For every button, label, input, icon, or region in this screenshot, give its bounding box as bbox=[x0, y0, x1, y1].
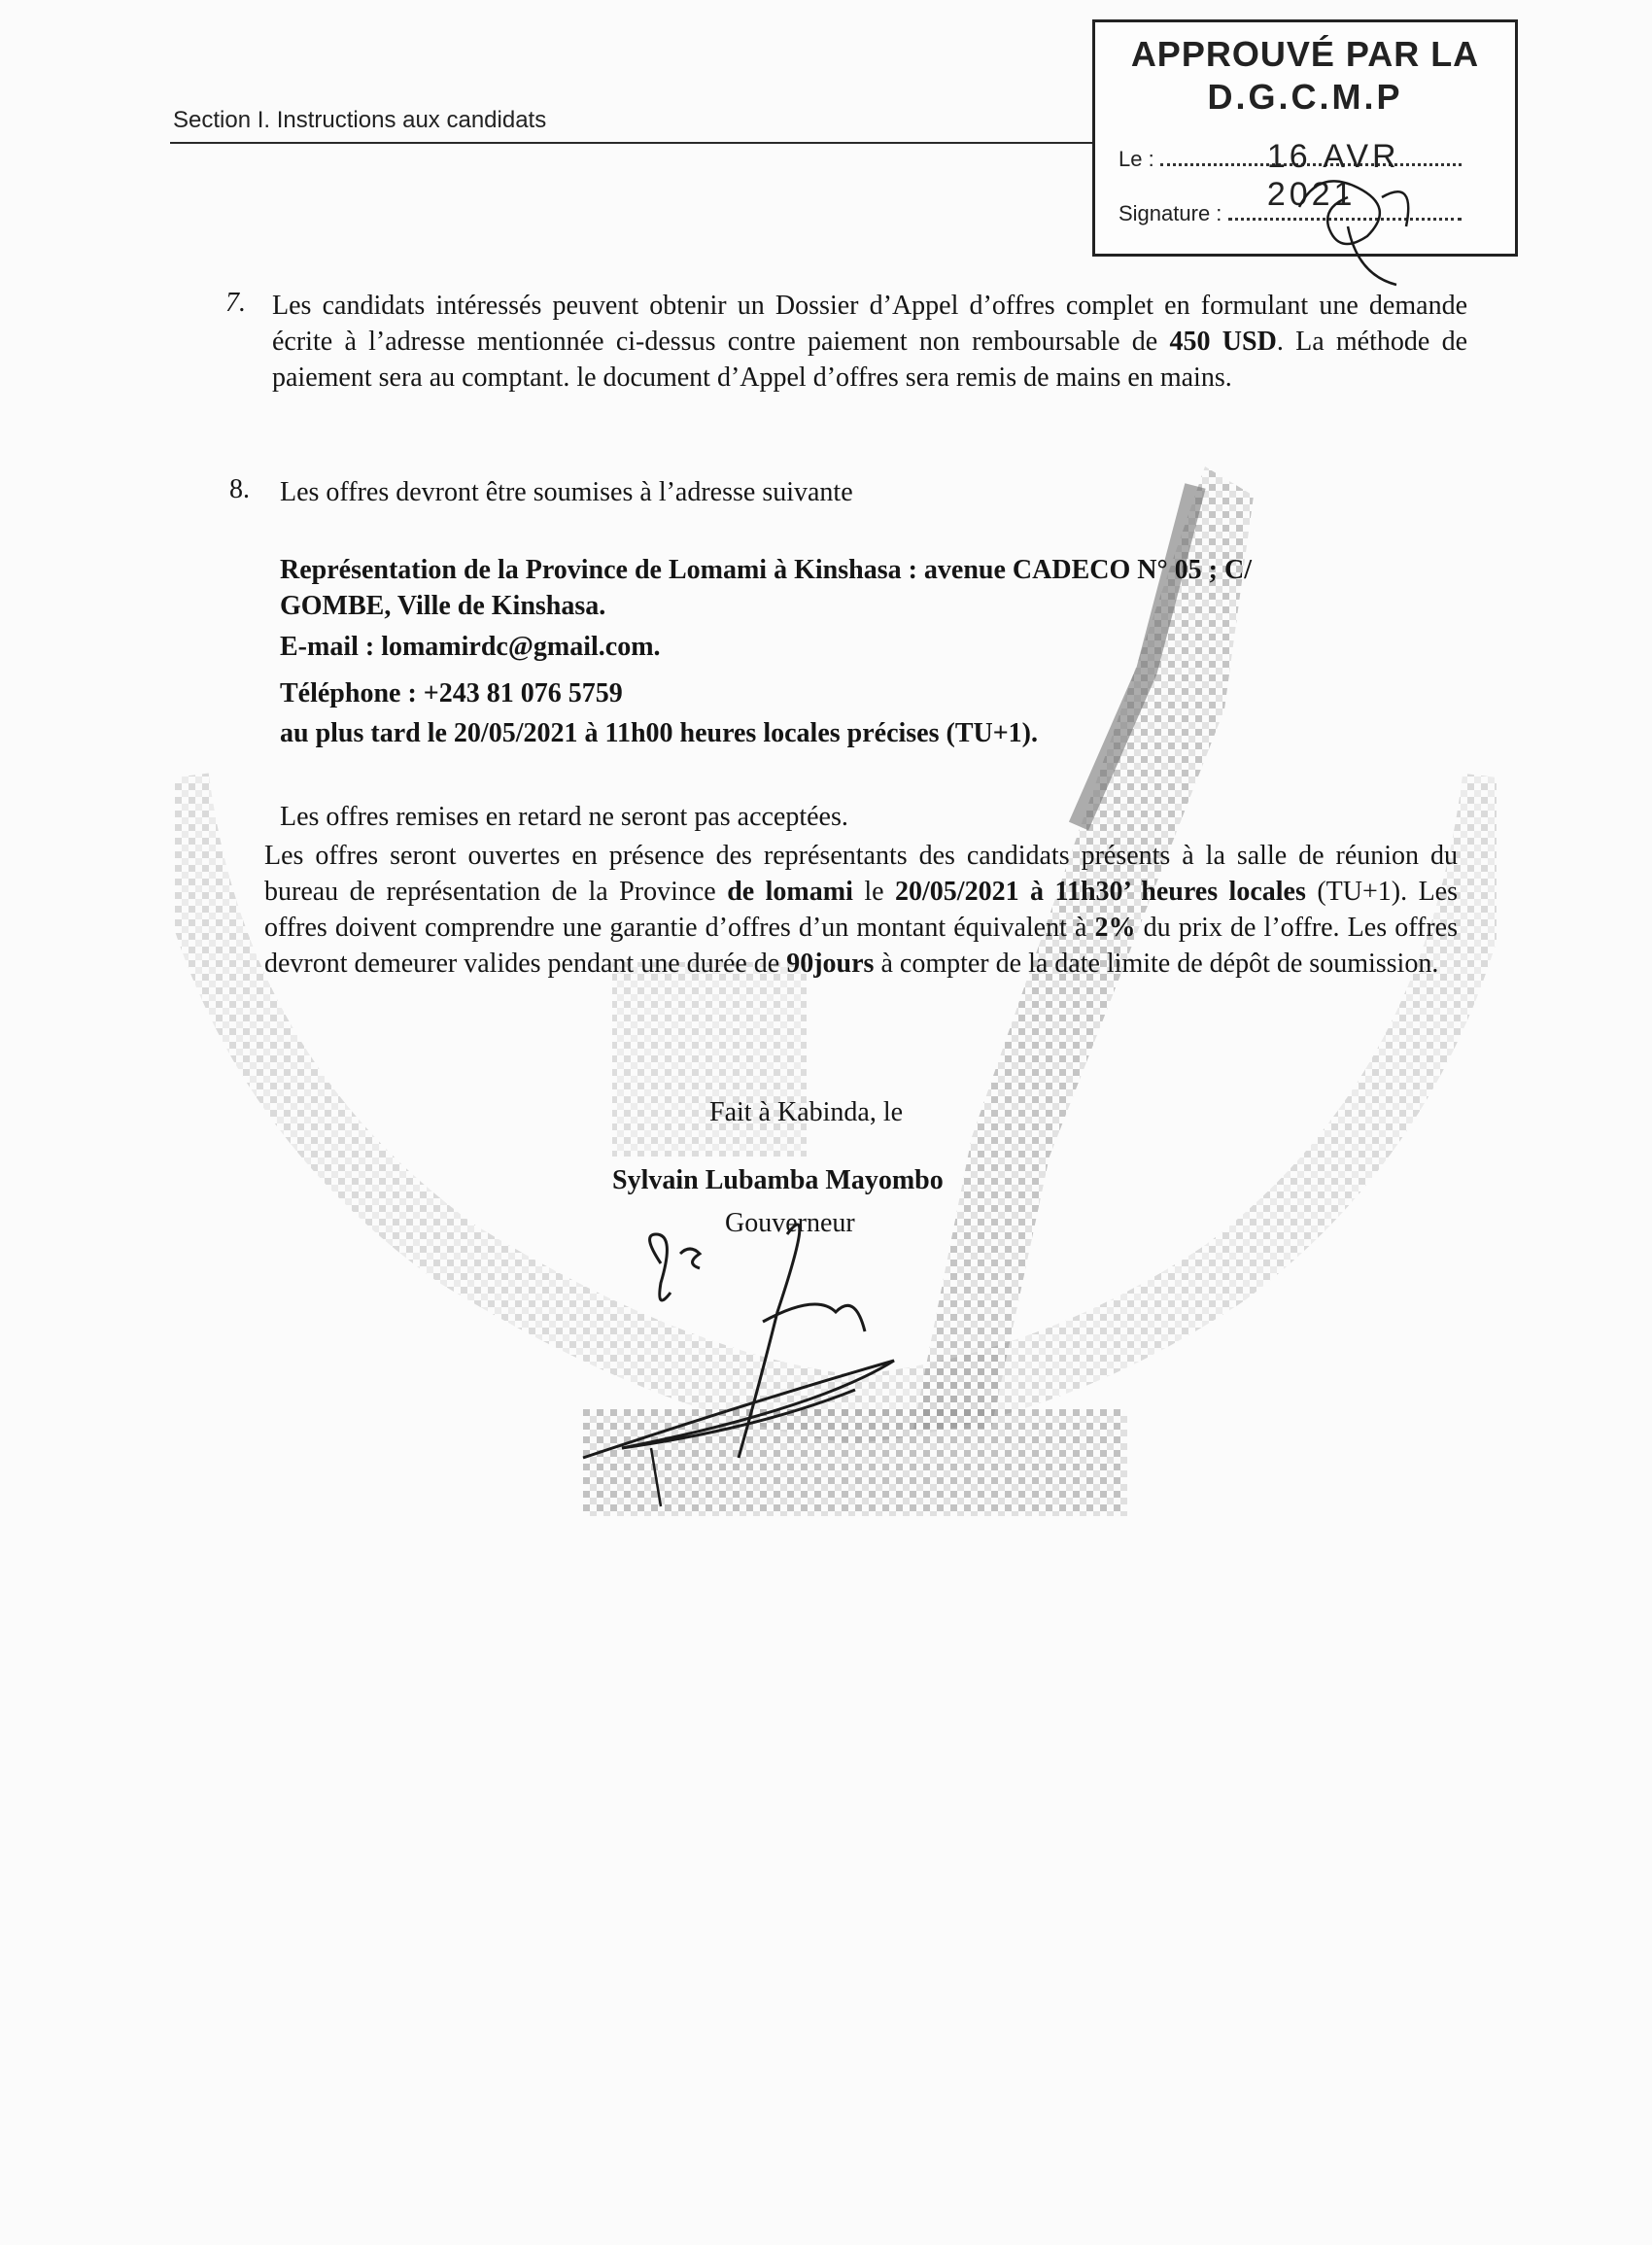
deadline-text: au plus tard le 20/05/2021 à 11h00 heures locales précises (TU+1). bbox=[280, 718, 1038, 748]
item-8-number: 8. bbox=[229, 474, 250, 504]
signatory-title: Gouverneur bbox=[725, 1208, 855, 1238]
handwritten-signature bbox=[564, 1195, 972, 1516]
stamp-title: APPROUVÉ PAR LA bbox=[1130, 34, 1480, 74]
place-date: Fait à Kabinda, le bbox=[709, 1097, 904, 1127]
opening-text-a: Les offres seront ouvertes en présence des représentants des candidats présents à la salle de réunion du bureau de représentation de la Province bbox=[264, 841, 1458, 907]
phone-line bbox=[280, 675, 623, 711]
stamp-initials bbox=[1290, 168, 1426, 294]
section-header: Section I. Instructions aux candidats bbox=[173, 107, 547, 133]
item-8-intro: Les offres devront être soumises à l’adresse suivante bbox=[280, 477, 853, 507]
item-7-text-a: Les candidats intéressés peuvent obtenir un Dossier d’Appel d’offres complet en formulant une demande écrite à l’adresse mentionnée ci-dessus contre paiement non remboursable de bbox=[272, 291, 1467, 357]
deadline-line bbox=[280, 715, 1038, 751]
stamp-authority: D.G.C.M.P bbox=[1207, 77, 1403, 117]
signatory-name-text: Sylvain Lubamba Mayombo bbox=[612, 1165, 944, 1195]
address-line-1-text: Représentation de la Province de Lomami à Kinshasa : avenue CADECO N° 05 ; C/ bbox=[280, 555, 1252, 585]
validity-days: 90jours bbox=[786, 949, 875, 979]
stamp-date-value: 16 AVR 2021 bbox=[1266, 138, 1400, 213]
opening-text-c: (TU+1). Les offres doivent comprendre une garantie d’offres d’un montant équivalent à bbox=[264, 877, 1459, 943]
address-line-1 bbox=[280, 552, 1252, 588]
guarantee-percent: 2% bbox=[1094, 913, 1136, 943]
address-line-2-text: GOMBE, Ville de Kinshasa. bbox=[280, 591, 606, 621]
item-7-paragraph bbox=[272, 288, 1467, 396]
opening-text-e: à compter de la date limite de dépôt de soumission. bbox=[874, 949, 1439, 979]
item-7-number: 7. bbox=[225, 288, 246, 318]
province-name: de lomami bbox=[727, 877, 853, 907]
opening-paragraph bbox=[264, 838, 1458, 982]
email-text: E-mail : lomamirdc@gmail.com. bbox=[280, 632, 661, 662]
opening-text-b: le bbox=[852, 877, 896, 907]
phone-text: Téléphone : +243 81 076 5759 bbox=[280, 678, 623, 708]
stamp-date-line bbox=[1160, 138, 1462, 213]
stamp-signature-label: Signature : bbox=[1119, 201, 1222, 225]
stamp-date-label: Le : bbox=[1119, 147, 1154, 171]
item-7-text-b: . La méthode de paiement sera au comptant. le document d’Appel d’offres sera remis de mains en mains. bbox=[272, 327, 1468, 393]
approval-stamp bbox=[1092, 19, 1518, 257]
opening-text-d: du prix de l’offre. Les offres devront demeurer valides pendant une durée de bbox=[264, 913, 1458, 979]
address-line-2 bbox=[280, 588, 605, 624]
late-offers-note: Les offres remises en retard ne seront pas acceptées. bbox=[280, 802, 848, 832]
email-line bbox=[280, 629, 661, 665]
opening-datetime: 20/05/2021 à 11h30’ heures locales bbox=[895, 877, 1306, 907]
fee-amount: 450 USD bbox=[1169, 327, 1277, 357]
signatory-name bbox=[612, 1162, 1098, 1198]
